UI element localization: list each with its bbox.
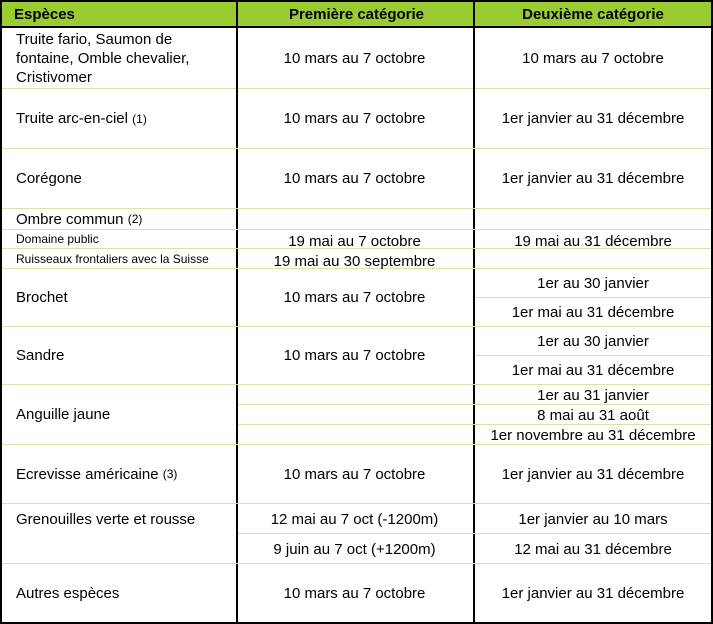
species-line: fontaine, Omble chevalier, (16, 50, 190, 67)
second-category-cell: 1er mai au 31 décembre (511, 304, 675, 321)
second-category-cell: 10 mars au 7 octobre (522, 50, 664, 67)
second-category-cell: 8 mai au 31 août (537, 407, 649, 424)
first-category-cell: 10 mars au 7 octobre (283, 465, 426, 483)
first-category-cell: 12 mai au 7 oct (-1200m) (270, 510, 439, 528)
footnote-marker: (1) (132, 111, 147, 126)
species-cell: Autres espèces (16, 584, 120, 602)
second-category-cell: 1er au 30 janvier (537, 274, 649, 292)
header-first-category: Première catégorie (288, 6, 425, 23)
first-category-cell: 19 mai au 30 septembre (273, 253, 436, 270)
second-category-cell: 1er janvier au 31 décembre (501, 110, 685, 127)
sub-species-cell: Ruisseaux frontaliers avec la Suisse (16, 251, 209, 266)
second-category-cell: 1er janvier au 31 décembre (501, 465, 685, 483)
species-cell: Grenouilles verte et rousse (16, 510, 196, 528)
first-category-cell: 9 juin au 7 oct (+1200m) (273, 540, 436, 558)
species-cell (16, 29, 234, 88)
header-species: Espèces (14, 6, 75, 23)
second-category-cell: 19 mai au 31 décembre (514, 233, 672, 250)
first-category-cell: 10 mars au 7 octobre (283, 347, 426, 364)
footnote-marker: (3) (162, 467, 178, 481)
species-cell (16, 209, 234, 229)
first-category-cell: 10 mars au 7 octobre (283, 289, 426, 306)
first-category-cell: 10 mars au 7 octobre (283, 170, 426, 187)
species-cell: Brochet (16, 289, 68, 306)
first-category-cell: 19 mai au 7 octobre (288, 233, 421, 250)
second-category-cell: 12 mai au 31 décembre (514, 540, 672, 558)
table-header (2, 2, 711, 28)
first-category-cell: 10 mars au 7 octobre (283, 50, 426, 67)
first-category-cell: 10 mars au 7 octobre (283, 110, 426, 127)
sub-species-cell: Domaine public (16, 232, 99, 246)
species-cell (16, 89, 234, 148)
species-label: Ombre commun (16, 210, 124, 228)
second-category-cell: 1er janvier au 31 décembre (501, 584, 685, 602)
second-category-cell: 1er au 31 janvier (537, 387, 649, 404)
first-category-cell: 10 mars au 7 octobre (283, 584, 426, 602)
species-line: Cristivomer (16, 69, 92, 86)
header-second-category: Deuxième catégorie (522, 6, 664, 23)
species-line: Truite fario, Saumon de (16, 31, 173, 48)
species-label: Ecrevisse américaine (16, 465, 159, 483)
species-cell: Corégone (16, 170, 82, 187)
species-cell: Sandre (16, 347, 65, 364)
footnote-marker: (2) (127, 212, 143, 226)
second-category-cell: 1er mai au 31 décembre (511, 362, 675, 379)
species-cell (16, 445, 234, 503)
second-category-cell: 1er novembre au 31 décembre (490, 427, 696, 444)
second-category-cell: 1er au 30 janvier (537, 332, 649, 350)
second-category-cell: 1er janvier au 31 décembre (501, 170, 685, 187)
species-cell: Anguille jaune (16, 406, 111, 423)
species-label: Truite arc-en-ciel (16, 110, 128, 127)
second-category-cell: 1er janvier au 10 mars (518, 510, 668, 528)
